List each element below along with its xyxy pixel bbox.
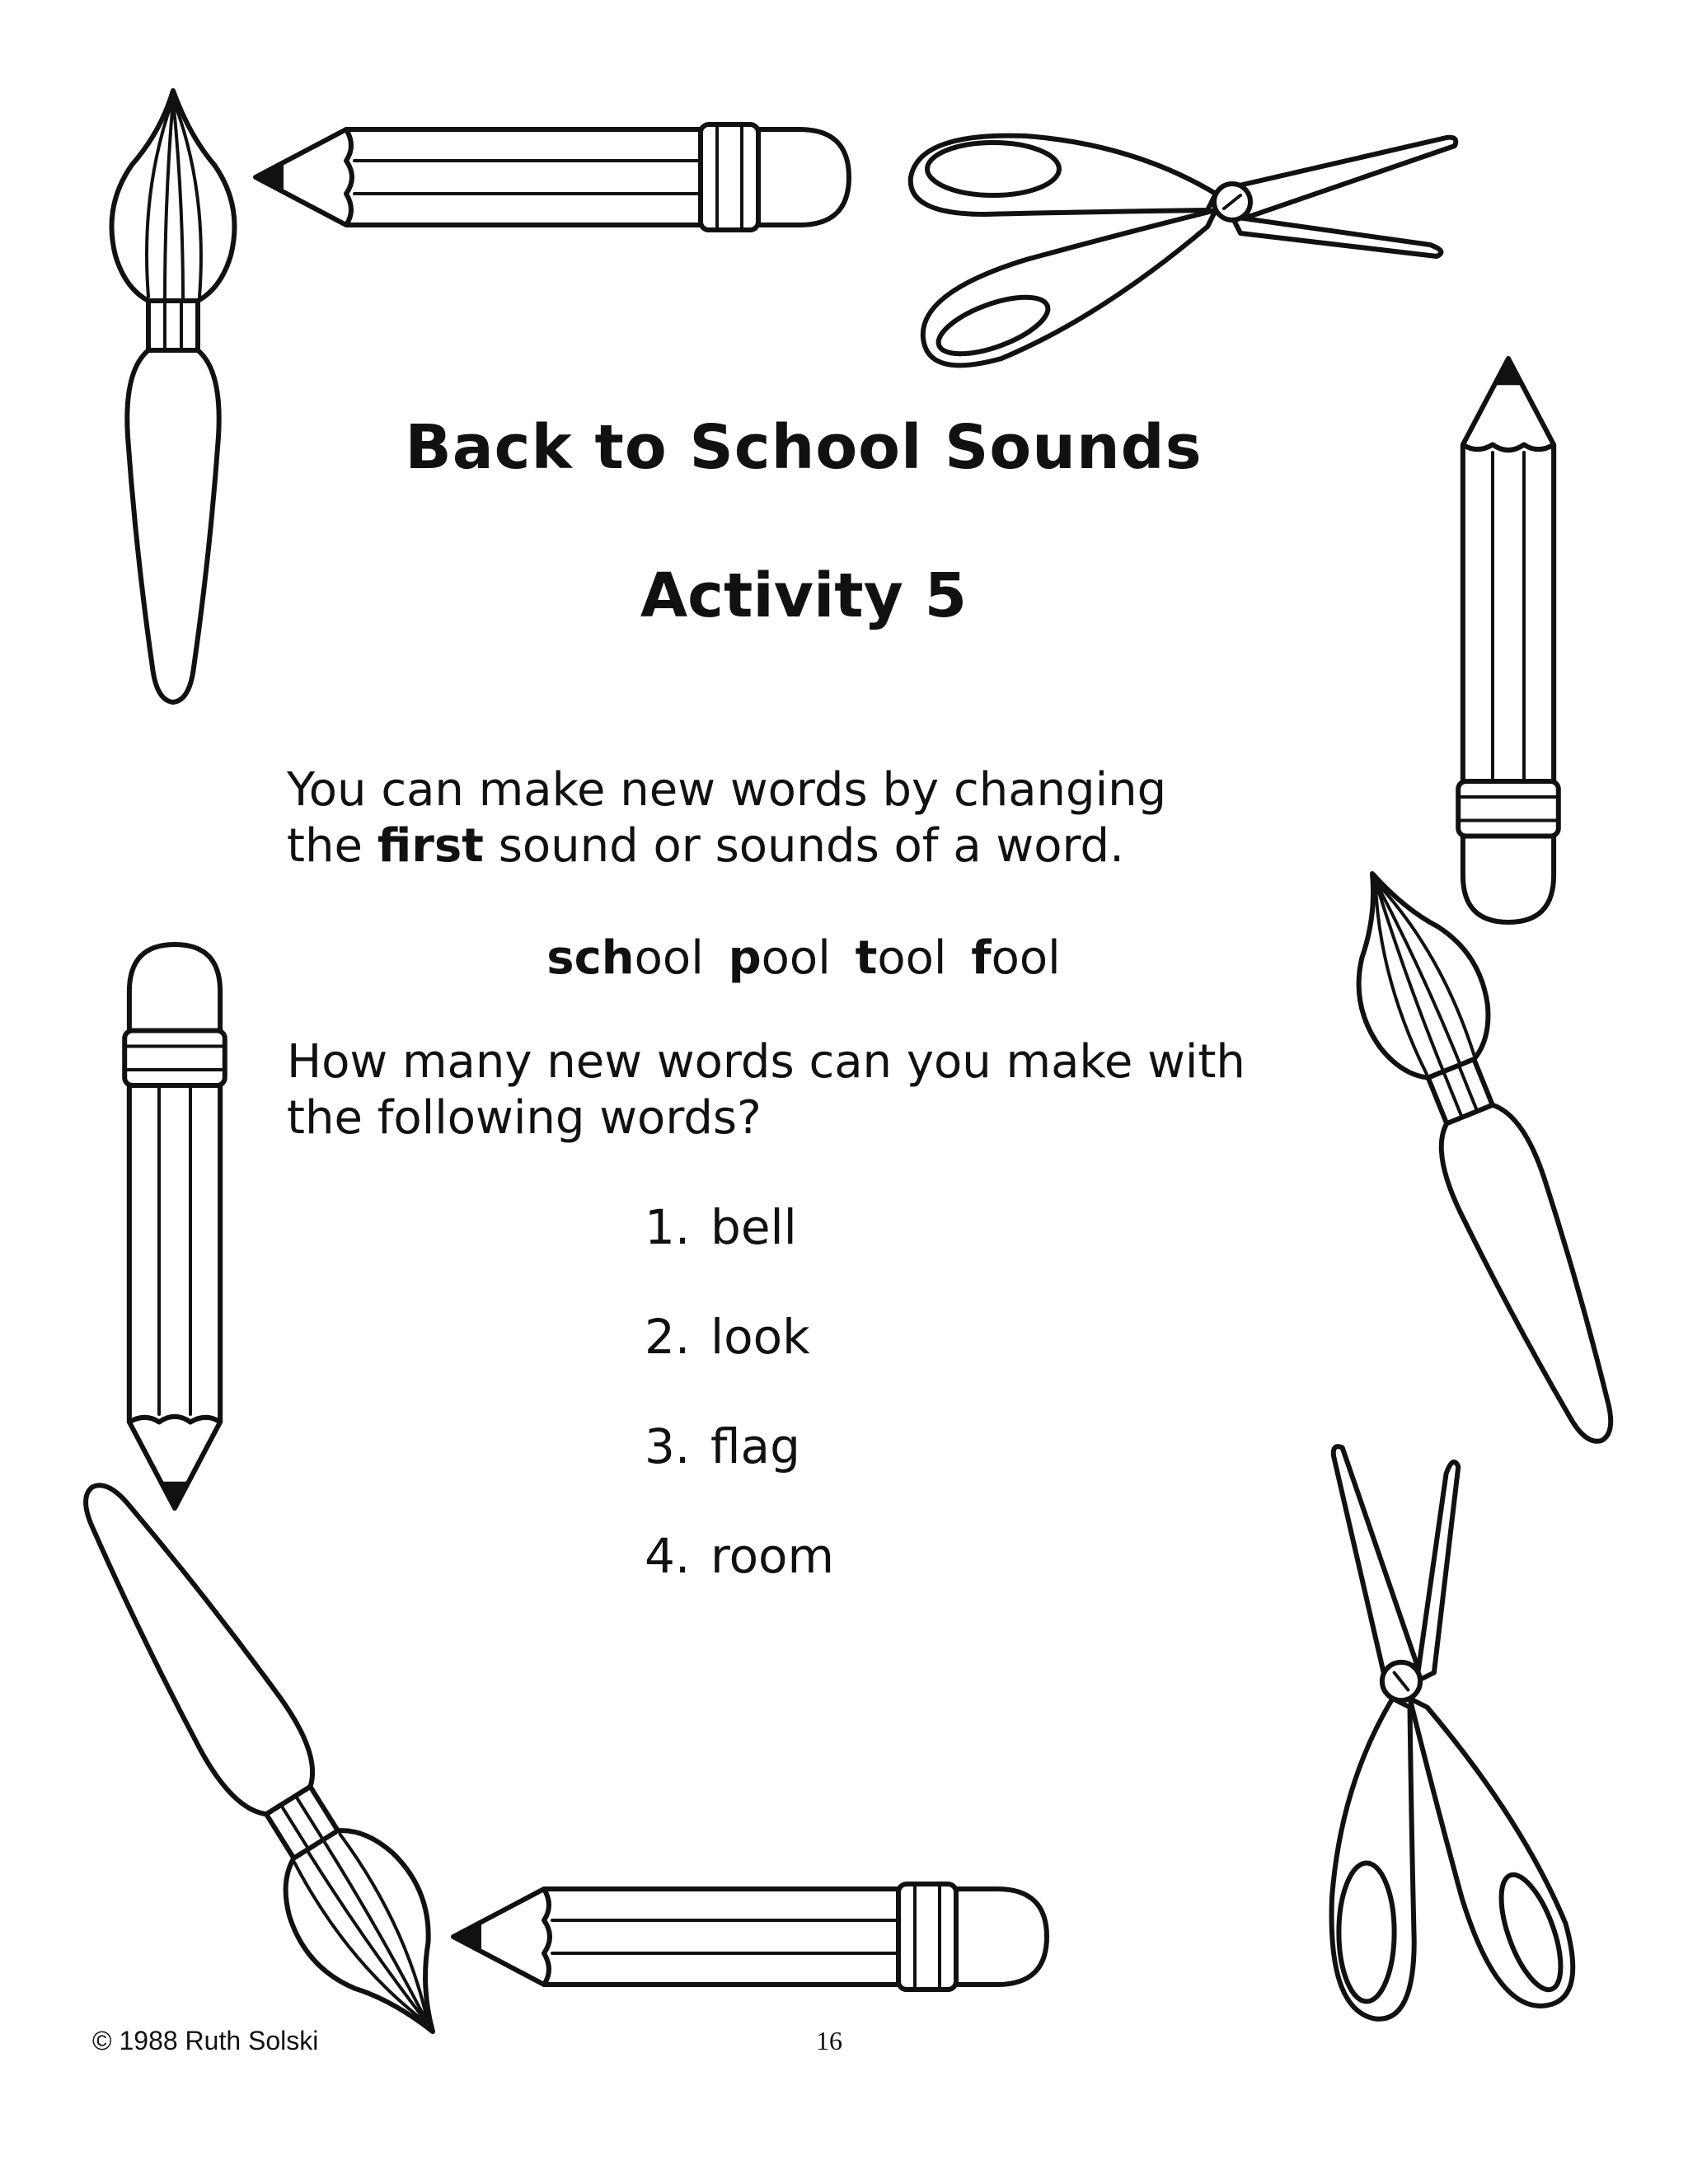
page-number: 16	[816, 2026, 842, 2055]
intro-paragraph	[287, 762, 1358, 874]
item-word: room	[710, 1528, 835, 1584]
item-word: flag	[710, 1418, 800, 1474]
worksheet-title: Back to School Sounds	[405, 412, 1203, 483]
intro-line-2-end: sound or sounds of a word.	[483, 819, 1124, 873]
paintbrush-icon	[38, 1453, 488, 2066]
question-paragraph	[287, 1034, 1358, 1146]
scissors-icon	[1332, 1446, 1573, 2019]
list-item	[645, 1309, 834, 1418]
list-item	[645, 1528, 834, 1638]
activity-subtitle: Activity 5	[640, 560, 968, 631]
item-word: look	[710, 1309, 810, 1365]
word-list	[645, 1199, 834, 1638]
copyright-notice: © 1988 Ruth Solski	[92, 2026, 319, 2055]
item-number: 3.	[645, 1418, 691, 1474]
question-line-1: How many new words can you make with	[287, 1035, 1245, 1089]
scissors-icon	[911, 136, 1456, 366]
list-item	[645, 1418, 834, 1528]
question-line-2: the following words?	[287, 1091, 762, 1145]
example-word: pool	[728, 931, 831, 985]
item-number: 4.	[645, 1528, 691, 1584]
intro-emphasis-word: first	[377, 819, 484, 873]
pencil-icon	[124, 944, 225, 1508]
item-number: 1.	[645, 1199, 691, 1255]
pencil-icon	[453, 1884, 1047, 1990]
intro-line-1: You can make new words by changing	[287, 763, 1167, 817]
example-word: school	[546, 931, 704, 985]
list-item	[645, 1199, 834, 1309]
example-word: tool	[855, 931, 947, 985]
example-word: fool	[971, 931, 1061, 985]
item-word: bell	[710, 1199, 797, 1255]
example-words	[0, 931, 1607, 985]
intro-line-2-start: the	[287, 819, 377, 873]
item-number: 2.	[645, 1309, 691, 1365]
pencil-icon	[256, 124, 849, 230]
